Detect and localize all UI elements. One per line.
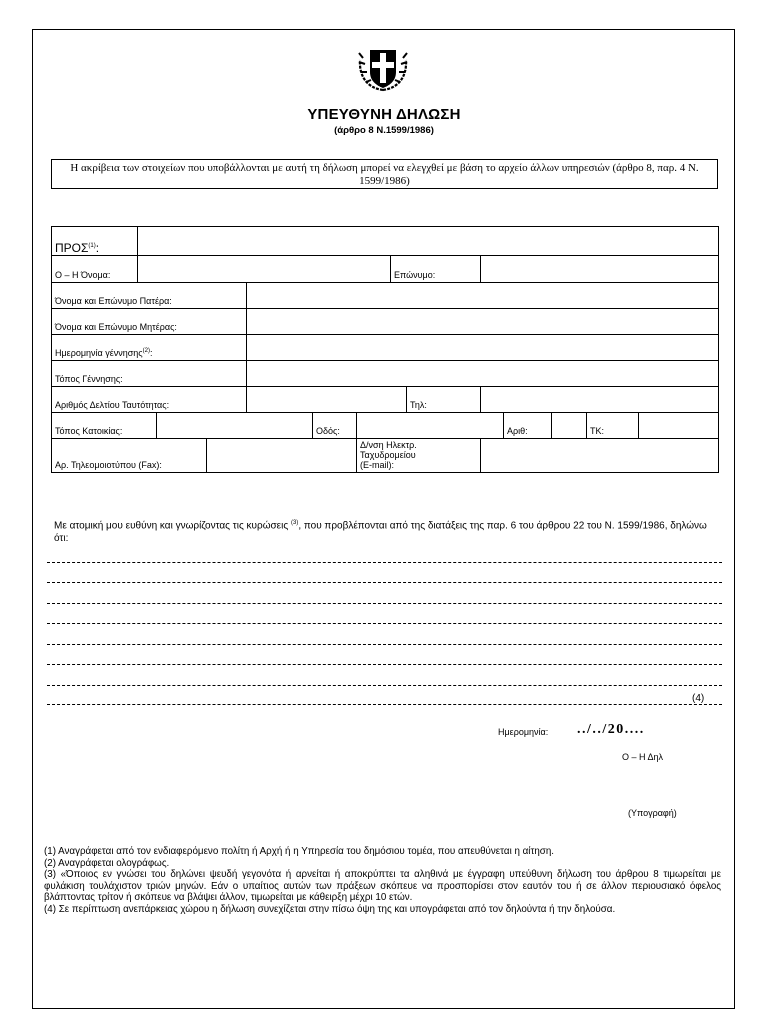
declaration-line[interactable]	[47, 644, 722, 645]
street-label: Οδός:	[313, 413, 357, 439]
footnote: (1) Αναγράφεται από τον ενδιαφερόμενο πολίτη ή Αρχή ή η Υπηρεσία του δημόσιου τομέα, που απευθύνεται η αίτηση.	[44, 846, 555, 857]
phone-field[interactable]	[481, 387, 719, 413]
father-name-label: Όνομα και Επώνυμο Πατέρα:	[52, 283, 247, 309]
personal-details-form	[51, 226, 719, 473]
phone-label: Τηλ:	[407, 387, 481, 413]
declaration-line[interactable]	[47, 623, 722, 624]
id-number-field[interactable]	[247, 387, 407, 413]
date-field[interactable]: ../../20....	[577, 722, 645, 737]
accuracy-notice: Η ακρίβεια των στοιχείων που υποβάλλονται με αυτή τη δήλωση μπορεί να ελεγχθεί με βάση το αρχείο άλλων υπηρεσιών (άρθρο 8, παρ. 4 Ν. 1599/1986)	[51, 159, 718, 189]
continuation-note-marker: (4)	[692, 693, 705, 704]
declaration-line[interactable]	[47, 603, 722, 604]
surname-label: Επώνυμο:	[391, 256, 481, 283]
declaration-line[interactable]	[47, 664, 722, 665]
street-number-label: Αριθ:	[504, 413, 552, 439]
declaration-line[interactable]	[47, 562, 722, 563]
email-label: Δ/νση Ηλεκτρ. Ταχυδρομείου (E-mail):	[357, 439, 481, 473]
fax-field[interactable]	[207, 439, 357, 473]
footnote: (2) Αναγράφεται ολογράφως.	[44, 857, 170, 869]
birthplace-label: Τόπος Γέννησης:	[52, 361, 247, 387]
to-field[interactable]	[138, 227, 719, 256]
mother-name-label: Όνομα και Επώνυμο Μητέρας:	[52, 309, 247, 335]
footnote: (4) Σε περίπτωση ανεπάρκειας χώρου η δήλωση συνεχίζεται στην πίσω όψη της και υπογράφεται από τον δηλούντα ή την δηλούσα.	[44, 903, 616, 915]
name-label: Ο – Η Όνομα:	[52, 256, 138, 283]
street-field[interactable]	[357, 413, 504, 439]
surname-field[interactable]	[481, 256, 719, 283]
footnotes	[44, 846, 721, 915]
birthplace-field[interactable]	[247, 361, 719, 387]
declaration-line[interactable]	[47, 582, 722, 583]
declarant-label: Ο – Η Δηλ	[622, 752, 664, 762]
postal-code-field[interactable]	[639, 413, 719, 439]
residence-field[interactable]	[157, 413, 313, 439]
id-number-label: Αριθμός Δελτίου Ταυτότητας:	[52, 387, 247, 413]
fax-label: Αρ. Τηλεομοιοτύπου (Fax):	[52, 439, 207, 473]
footnote: (3) «Όποιος εν γνώσει του δηλώνει ψευδή γεγονότα ή αρνείται ή αποκρύπτει τα αληθινά με έγγραφη υπεύθυνη δήλωση του άρθρου 8 τιμωρείται με φυλάκιση τουλάχιστον τριών μηνών. Εάν ο υπαίτιος αυτών των πράξεων σκόπευε να προσπορίσει στον εαυτόν του ή σε άλλον περιουσιακό όφελος βλάπτοντας τρίτον ή σκόπευε να βλάψει άλλον, τιμωρείται με κάθειρξη μέχρι 10 ετών.	[44, 869, 721, 903]
postal-code-label: ΤΚ:	[587, 413, 639, 439]
street-number-field[interactable]	[552, 413, 587, 439]
declaration-line[interactable]	[47, 685, 722, 686]
birthdate-field[interactable]	[247, 335, 719, 361]
document-subtitle: (άρθρο 8 Ν.1599/1986)	[334, 125, 434, 136]
email-field[interactable]	[481, 439, 719, 473]
birthdate-label: Ημερομηνία γέννησης$^{(2)}$:	[52, 335, 247, 361]
mother-name-field[interactable]	[247, 309, 719, 335]
greek-coat-of-arms-icon	[355, 42, 411, 94]
to-label: ΠΡΟΣ$^{(1)}$:	[52, 227, 138, 256]
declaration-text: Με ατομική μου ευθύνη και γνωρίζοντας τις κυρώσεις $^{(3)}$, που προβλέπονται από της διατάξεις της παρ. 6 του άρθρου 22 του Ν. 1599/1986, δηλώνω ότι:	[54, 520, 707, 545]
father-name-field[interactable]	[247, 283, 719, 309]
document-title: ΥΠΕΥΘΥΝΗ ΔΗΛΩΣΗ	[307, 106, 461, 123]
declaration-line[interactable]	[47, 704, 722, 705]
residence-label: Τόπος Κατοικίας:	[52, 413, 157, 439]
name-field[interactable]	[138, 256, 391, 283]
signature-label: (Υπογραφή)	[628, 808, 677, 818]
date-label: Ημερομηνία:	[498, 727, 549, 737]
